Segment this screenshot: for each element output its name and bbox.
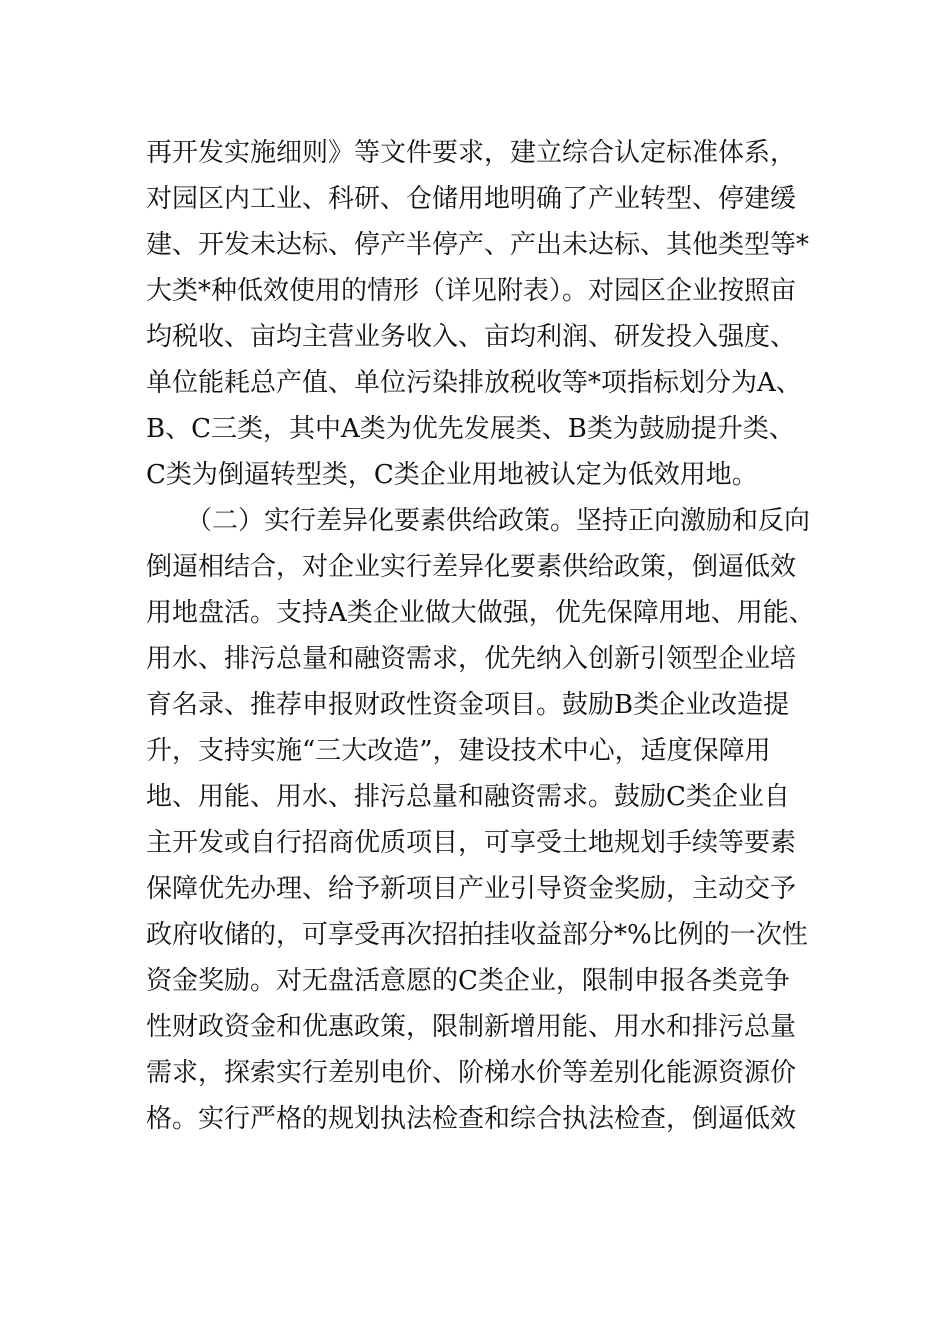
text-line: 需求，探索实行差别电价、阶梯水价等差别化能源资源价 [146,1058,797,1088]
text-line: 保障优先办理、给予新项目产业引导资金奖励，主动交予 [146,874,797,904]
text-line: 升，支持实施“三大改造”，建设技术中心，适度保障用 [146,736,771,766]
text-line: 均税收、亩均主营业务收入、亩均利润、研发投入强度、 [146,322,797,352]
text-line: 地、用能、用水、排污总量和融资需求。鼓励C类企业自 [146,782,790,812]
text-line: C类为倒逼转型类，C类企业用地被认定为低效用地。 [146,460,758,490]
text-line: 格。实行严格的规划执法检查和综合执法检查，倒逼低效 [146,1104,797,1134]
text-line: 再开发实施细则》等文件要求，建立综合认定标准体系， [146,138,797,168]
text-line: 建、开发未达标、停产半停产、产出未达标、其他类型等* [146,230,810,260]
text-line: 倒逼相结合，对企业实行差异化要素供给政策，倒逼低效 [146,552,797,582]
body-text [146,130,826,1142]
text-line: 单位能耗总产值、单位污染排放税收等*项指标划分为A、 [146,368,802,398]
text-line: 大类*种低效使用的情形（详见附表）。对园区企业按照亩 [146,276,797,306]
text-line: 用水、排污总量和融资需求，优先纳入创新引领型企业培 [146,644,797,674]
section-heading-line: （二）实行差异化要素供给政策。坚持正向激励和反向 [186,506,811,536]
text-line: B、C三类，其中A类为优先发展类、B类为鼓励提升类、 [146,414,795,444]
text-line: 主开发或自行招商优质项目，可享受土地规划手续等要素 [146,828,797,858]
text-line: 政府收储的，可享受再次招拍挂收益部分*%比例的一次性 [146,920,808,950]
text-line: 对园区内工业、科研、仓储用地明确了产业转型、停建缓 [146,184,797,214]
text-line: 资金奖励。对无盘活意愿的C类企业，限制申报各类竞争 [146,966,790,996]
text-line: 育名录、推荐申报财政性资金项目。鼓励B类企业改造提 [146,690,790,720]
text-line: 性财政资金和优惠政策，限制新增用能、用水和排污总量 [146,1012,797,1042]
text-line: 用地盘活。支持A类企业做大做强，优先保障用地、用能、 [146,598,815,628]
